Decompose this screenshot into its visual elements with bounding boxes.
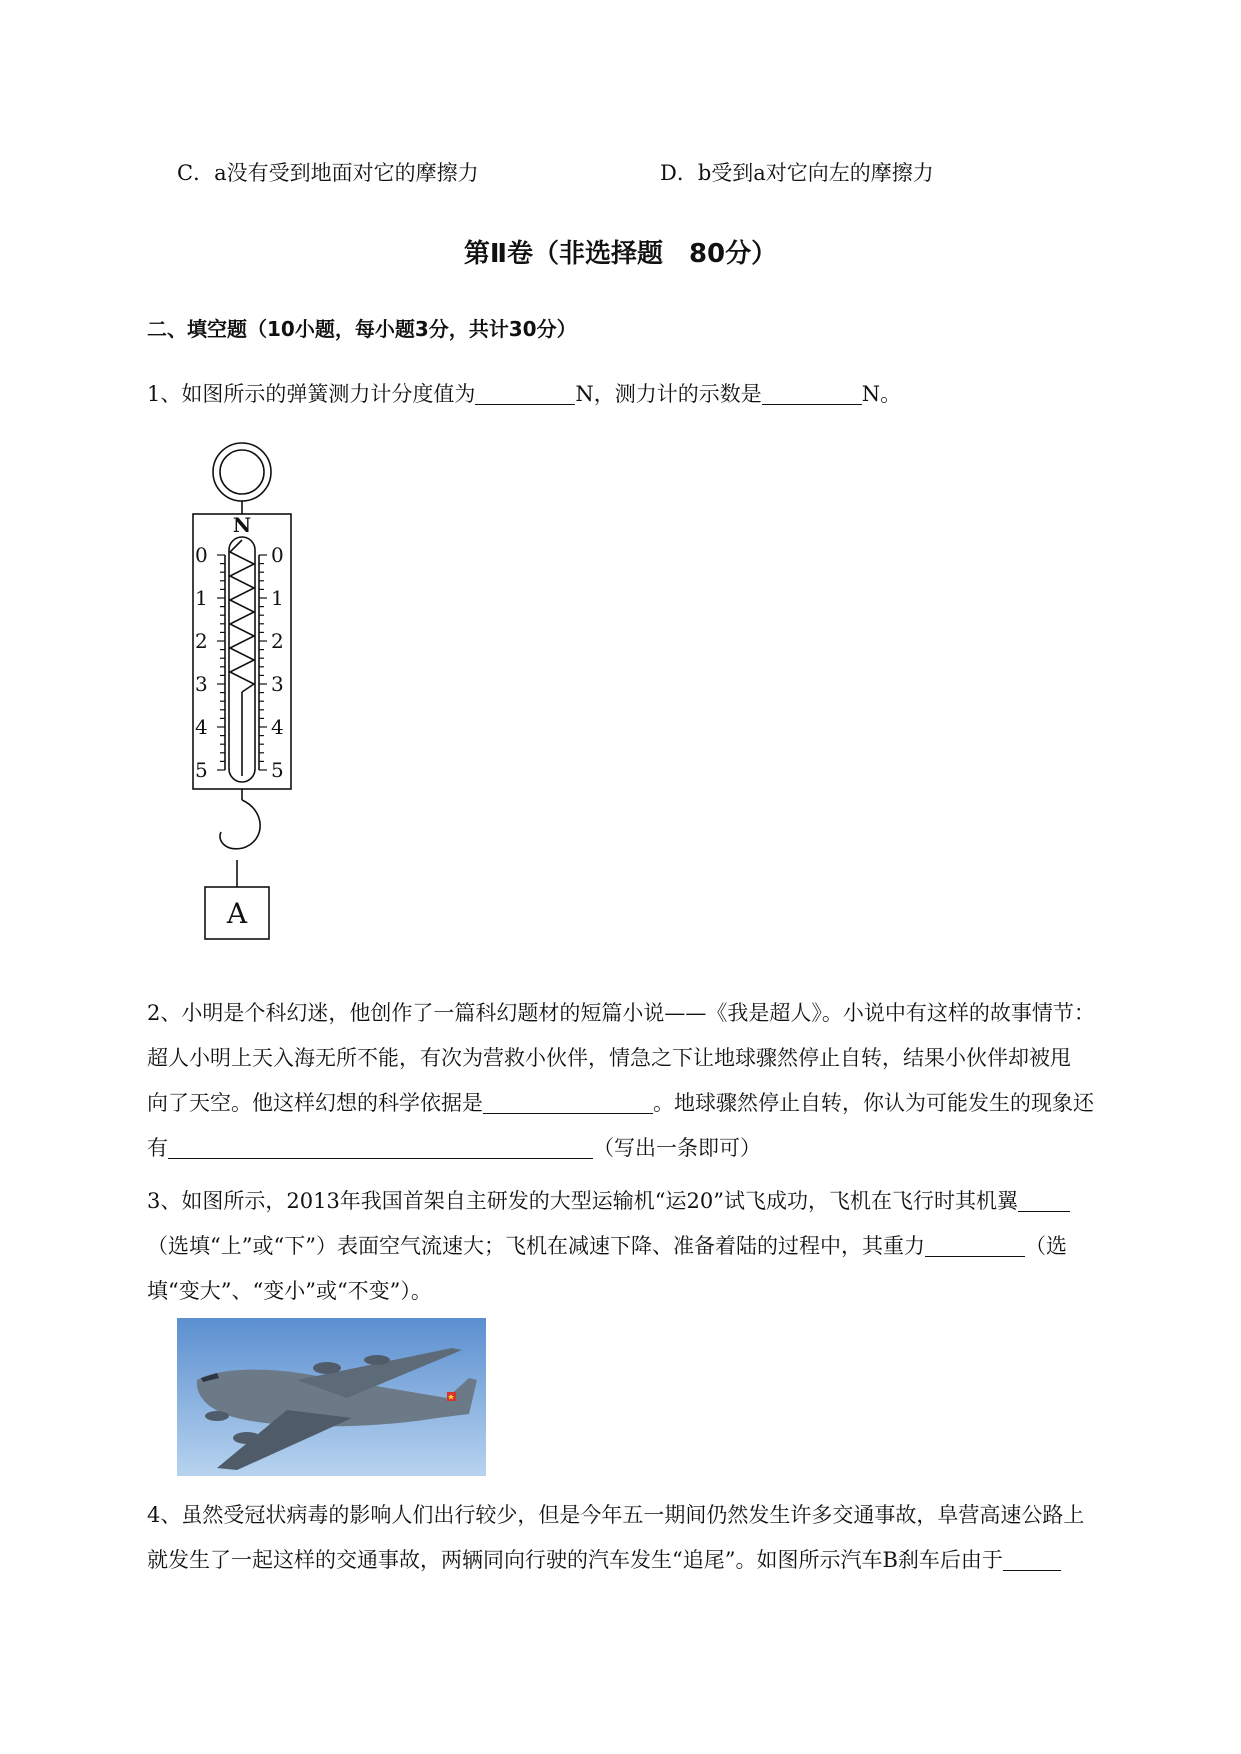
q1-text-3: N。: [861, 382, 902, 406]
q3-text-2a: （选填“上”或“下”）表面空气流速大；飞机在减速下降、准备着陆的过程中，其重力: [147, 1234, 925, 1258]
answer-blank[interactable]: [1003, 1546, 1061, 1571]
spring-scale-figure: [185, 440, 295, 950]
question-3-line-3: 填“变大”、“变小”或“不变”）。: [147, 1279, 432, 1303]
answer-blank[interactable]: [762, 380, 862, 405]
question-3-line-2: [147, 1225, 1157, 1267]
question-3-line-1: [147, 1180, 1157, 1222]
tick-label-right: 2: [271, 629, 284, 653]
section-heading: 二、填空题（10小题，每小题3分，共计30分）: [147, 317, 577, 341]
q4-text-2: 就发生了一起这样的交通事故，两辆同向行驶的汽车发生“追尾”。如图所示汽车B刹车后由于: [147, 1548, 1003, 1572]
tick-label-right: 5: [271, 758, 284, 782]
block-label: A: [226, 897, 248, 930]
answer-blank[interactable]: [483, 1089, 653, 1114]
transport-plane-photo: [177, 1318, 486, 1476]
question-4-line-2: [147, 1539, 1157, 1581]
tick-label-left: 2: [195, 629, 208, 653]
answer-blank[interactable]: [475, 380, 575, 405]
q1-text-1: 1、如图所示的弹簧测力计分度值为: [147, 382, 476, 406]
option-c: C．a没有受到地面对它的摩擦力: [177, 161, 479, 185]
tick-label-right: 0: [271, 543, 284, 567]
q2-text-3b: 。地球骤然停止自转，你认为可能发生的现象还: [653, 1091, 1094, 1115]
answer-blank[interactable]: [1018, 1187, 1070, 1212]
tick-label-right: 4: [271, 715, 284, 739]
q2-text-3a: 向了天空。他这样幻想的科学依据是: [147, 1091, 483, 1115]
q2-text-4b: （写出一条即可）: [593, 1136, 761, 1160]
tick-label-left: 5: [195, 758, 208, 782]
question-4-line-1: 4、虽然受冠状病毒的影响人们出行较少，但是今年五一期间仍然发生许多交通事故，阜营高速公路上: [147, 1503, 1085, 1527]
answer-blank[interactable]: [168, 1134, 593, 1159]
question-2-line-2: 超人小明上天入海无所不能，有次为营救小伙伴，情急之下让地球骤然停止自转，结果小伙伴却被甩: [147, 1046, 1071, 1070]
question-2-line-3: [147, 1082, 1157, 1124]
volume-title: 第Ⅱ卷（非选择题 80分）: [463, 239, 778, 269]
tick-label-right: 3: [271, 672, 284, 696]
tick-label-right: 1: [271, 586, 284, 610]
tick-label-left: 4: [195, 715, 208, 739]
q3-text-1a: 3、如图所示，2013年我国首架自主研发的大型运输机“运20”试飞成功，飞机在飞行时其机翼: [147, 1189, 1018, 1213]
q1-text-2: N，测力计的示数是: [575, 382, 762, 406]
q3-text-2b: （选: [1024, 1234, 1067, 1258]
answer-blank[interactable]: [925, 1232, 1025, 1257]
tick-label-left: 0: [195, 543, 208, 567]
tick-label-left: 3: [195, 672, 208, 696]
tick-label-left: 1: [195, 586, 208, 610]
q2-text-4a: 有: [147, 1136, 168, 1160]
ring-icon: [213, 443, 271, 501]
question-1: [147, 373, 1157, 415]
question-2-line-4: [147, 1127, 1157, 1169]
question-2-line-1: 2、小明是个科幻迷，他创作了一篇科幻题材的短篇小说——《我是超人》。小说中有这样的故事情节：: [147, 1001, 1095, 1025]
option-d: D．b受到a对它向左的摩擦力: [660, 161, 934, 185]
unit-label: N: [232, 513, 252, 537]
